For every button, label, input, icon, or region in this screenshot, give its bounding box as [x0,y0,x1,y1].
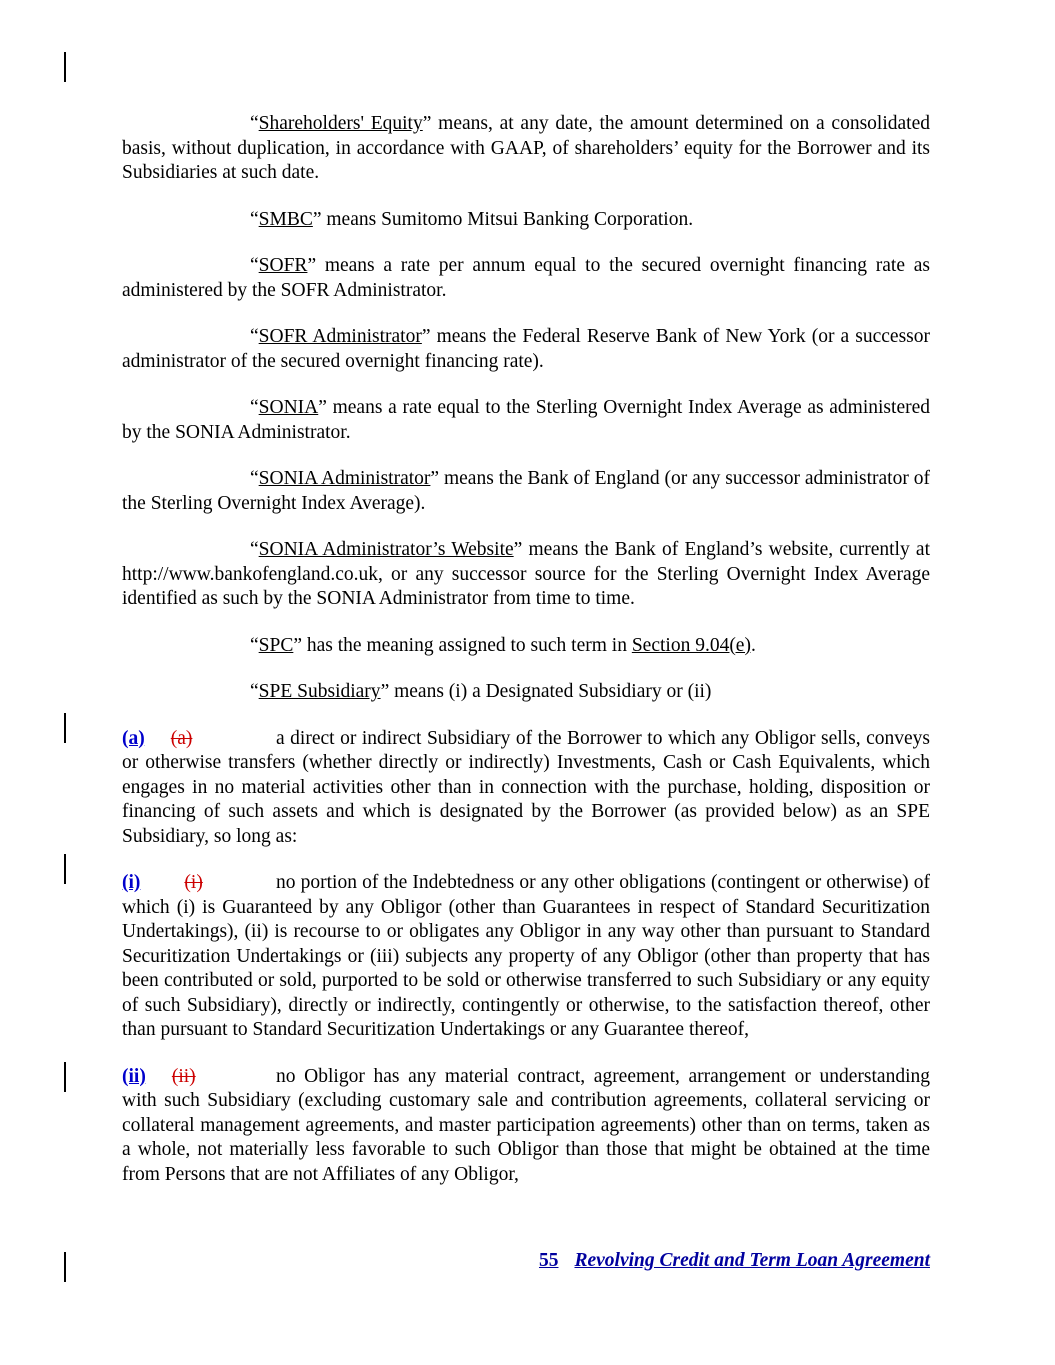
defined-term: SPC [258,634,294,656]
defined-term: SONIA [258,397,319,418]
clause-text: no Obligor has any material contract, agreement, arrangement or understanding with such Subsidiary (excluding customary sale and contribution agreements, collateral servicing or collateral management agreements, and master participation agreements) other than on terms, taken as a whole, not materially less favorable to such Obligor than those that might be obtained at the time from Persons that are not Affiliates of any Obligor, [122,1065,930,1185]
inserted-clause-label: (a) [122,727,145,749]
cross-reference-link[interactable]: Section 9.04(e) [631,634,751,656]
paragraph-indent [122,727,250,752]
paragraph-indent [122,1065,250,1090]
definition-spe-subsidiary: “SPE Subsidiary” means (i) a Designated Subsidiary or (ii) [250,681,712,702]
footer-document-title: Revolving Credit and Term Loan Agreement [574,1250,930,1271]
defined-term: SOFR Administrator [258,326,422,347]
page-footer [122,1250,930,1272]
definition-text: ” means Sumitomo Mitsui Banking Corporation. [312,208,694,230]
deleted-clause-label: (a) [170,727,193,749]
definition-text: ” means (i) a Designated Subsidiary or (ii) [380,681,712,702]
clause-a [122,727,930,850]
clause-text: no portion of the Indebtedness or any other obligations (contingent or otherwise) of which (i) is Guaranteed by any Obligor (other than Guarantees in respect of Standard Securitization Undertakings), (ii) is recourse to or obligates any Obligor in any way other than pursuant to Standard Securitization Undertakings or (iii) subjects any property of any Obligor (other than property that has been contributed or sold, purported to be sold or otherwise transferred to such Subsidiary or any equity of such Subsidiary), directly or indirectly, contingently or otherwise, to the satisfaction thereof, other than pursuant to Standard Securitization Undertakings or any Guarantee thereof, [122,872,930,1040]
definition-text: ” means a rate equal to the Sterling Overnight Index Average as administered by the SONIA Administrator. [122,397,930,443]
definition-text: ” means, at any date, the amount determined on a consolidated basis, without duplication, in accordance with GAAP, of shareholders’ equity for the Borrower and its Subsidiaries at such date. [122,113,930,183]
defined-term: SONIA Administrator [258,468,431,489]
clause-i [122,871,930,1043]
definition-text: ” means the Federal Reserve Bank of New York (or a successor administrator of the secured overnight financing rate). [122,326,931,372]
paragraph-indent [122,871,250,896]
page-number: 55 [538,1250,559,1271]
definition-sofr: “SOFR” means a rate per annum equal to the secured overnight financing rate as administered by the SOFR Administrator. [122,255,930,301]
definition-text: ” has the meaning assigned to such term in [293,634,632,656]
definition-sonia-administrator: “SONIA Administrator” means the Bank of England (or any successor administrator of the Sterling Overnight Index Average). [122,468,930,514]
change-bar-top [64,52,66,82]
definition-text-end: . [750,634,756,656]
definition-text: ” means the Bank of England (or any successor administrator of the Sterling Overnight Index Average). [122,468,930,514]
document-body [122,112,930,1209]
clause-text: a direct or indirect Subsidiary of the Borrower to which any Obligor sells, conveys or otherwise transfers (whether directly or indirectly) Investments, Cash or Cash Equivalents, which engages in no material activities other than in connection with the purchase, holding, disposition or financing of such assets and which is designated by the Borrower (as provided below) as an SPE Subsidiary, so long as: [122,727,930,847]
change-bar-clause-a [64,713,66,743]
defined-term: SONIA Administrator’s Website [258,539,514,560]
definition-sonia: “SONIA” means a rate equal to the Sterling Overnight Index Average as administered by the SONIA Administrator. [122,397,930,443]
defined-term: SOFR [258,255,308,276]
definition-text: ” means a rate per annum equal to the secured overnight financing rate as administered by the SOFR Administrator. [122,255,930,301]
definition-text: ” means the Bank of England’s website, currently at http://www.bankofengland.co.uk, or any successor source for the Sterling Overnight Index Average identified as such by the SONIA Administrator from time to time. [122,539,930,609]
defined-term: Shareholders' Equity [258,113,423,134]
definition-shareholders-equity: “Shareholders' Equity” means, at any date, the amount determined on a consolidated basis, without duplication, in accordance with GAAP, of shareholders’ equity for the Borrower and its Subsidiaries at such date. [122,113,930,183]
definition-smbc: “SMBC” means Sumitomo Mitsui Banking Corporation. [250,208,694,230]
clause-ii [122,1065,930,1188]
change-bar-footer [64,1252,66,1282]
deleted-clause-label: (i) [184,872,203,893]
deleted-clause-label: (ii) [171,1065,196,1087]
change-bar-clause-ii [64,1062,66,1092]
inserted-clause-label: (ii) [122,1065,146,1087]
defined-term: SPE Subsidiary [258,681,381,702]
defined-term: SMBC [258,208,313,230]
change-bar-clause-i [64,854,66,884]
definition-sofr-administrator: “SOFR Administrator” means the Federal Reserve Bank of New York (or a successor administrator of the secured overnight financing rate). [122,326,931,372]
inserted-clause-label: (i) [122,872,141,893]
definition-sonia-administrators-website: “SONIA Administrator’s Website” means the Bank of England’s website, currently at http://www.bankofengland.co.uk, or any successor source for the Sterling Overnight Index Average identified as such by the SONIA Administrator from time to time. [122,539,930,609]
definition-spc: “SPC” has the meaning assigned to such term in Section 9.04(e). [250,634,756,656]
